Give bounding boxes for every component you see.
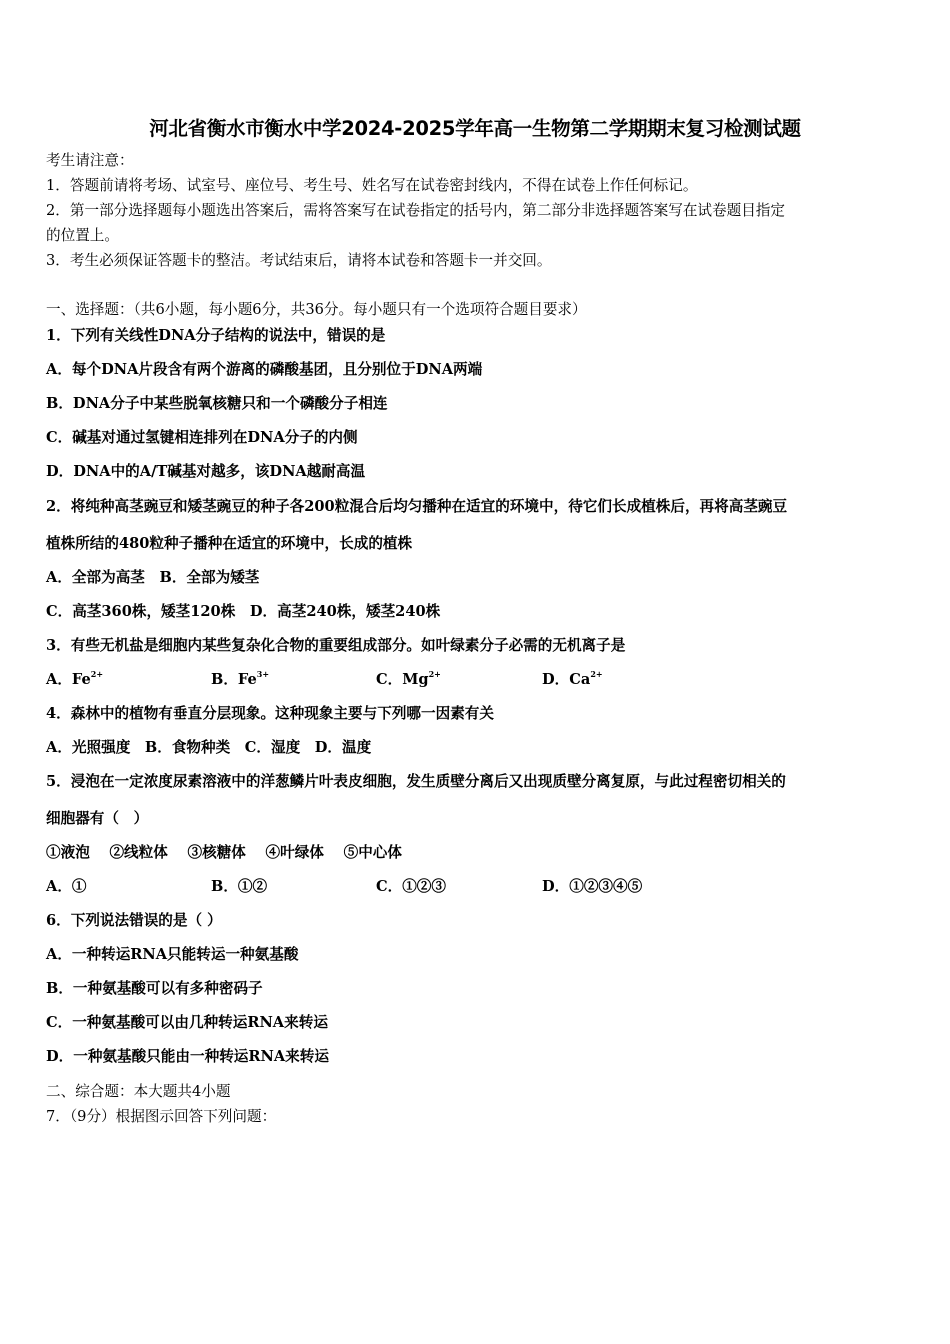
question-5-stem-cont: 细胞器有（ ） xyxy=(46,810,149,827)
question-5-option-b: B．①② xyxy=(211,878,268,895)
question-3-option-a: A．$Fe^{2+}$ xyxy=(46,669,104,688)
notice-heading: 考生请注意： xyxy=(46,152,134,169)
question-2-stem: 2．将纯种高茎豌豆和矮茎豌豆的种子各200粒混合后均匀播种在适宜的环境中，待它们长成植株后，再将高茎豌豆 xyxy=(46,498,788,515)
notice-item-3: 3．考生必须保证答题卡的整洁。考试结束后，请将本试卷和答题卡一并交回。 xyxy=(46,252,552,269)
question-3-stem: 3．有些无机盐是细胞内某些复杂化合物的重要组成部分。如叶绿素分子必需的无机离子是 xyxy=(46,637,626,654)
question-1-option-c: C．碱基对通过氢键相连排列在DNA分子的内侧 xyxy=(46,429,358,446)
question-4-options: A．光照强度 B．食物种类 C．湿度 D．温度 xyxy=(46,739,372,756)
question-6-option-d: D．一种氨基酸只能由一种转运RNA来转运 xyxy=(46,1048,329,1065)
question-6-option-b: B．一种氨基酸可以有多种密码子 xyxy=(46,980,263,997)
question-5-option-d: D．①②③④⑤ xyxy=(542,878,643,895)
question-3-option-b: B．$Fe^{3+}$ xyxy=(211,669,270,688)
question-5-option-c: C．①②③ xyxy=(376,878,446,895)
question-6-stem: 6．下列说法错误的是（ ） xyxy=(46,912,222,929)
section-2-heading: 二、综合题：本大题共4小题 xyxy=(46,1083,231,1100)
question-3-option-d: D．$Ca^{2+}$ xyxy=(542,669,603,688)
section-1-heading: 一、选择题：（共6小题，每小题6分，共36分。每小题只有一个选项符合题目要求） xyxy=(46,301,587,318)
question-1-option-a: A．每个DNA片段含有两个游离的磷酸基团，且分别位于DNA两端 xyxy=(46,361,483,378)
question-3-options xyxy=(46,670,906,690)
question-6-option-c: C．一种氨基酸可以由几种转运RNA来转运 xyxy=(46,1014,328,1031)
question-6-option-a: A．一种转运RNA只能转运一种氨基酸 xyxy=(46,946,299,963)
page-title: 河北省衡水市衡水中学2024-2025学年高一生物第二学期期末复习检测试题 xyxy=(149,117,801,140)
question-3-option-c: C．$Mg^{2+}$ xyxy=(376,669,441,688)
question-5-options xyxy=(46,877,906,897)
question-1-stem: 1．下列有关线性DNA分子结构的说法中，错误的是 xyxy=(46,327,386,344)
question-5-items: ①液泡 ②线粒体 ③核糖体 ④叶绿体 ⑤中心体 xyxy=(46,844,402,861)
question-2-options-ab: A．全部为高茎 B．全部为矮茎 xyxy=(46,569,260,586)
question-1-option-b: B．DNA分子中某些脱氧核糖只和一个磷酸分子相连 xyxy=(46,395,388,412)
question-2-options-cd: C．高茎360株，矮茎120株 D．高茎240株，矮茎240株 xyxy=(46,603,441,620)
notice-item-1: 1．答题前请将考场、试室号、座位号、考生号、姓名写在试卷密封线内，不得在试卷上作任何标记。 xyxy=(46,177,698,194)
question-2-stem-cont: 植株所结的480粒种子播种在适宜的环境中，长成的植株 xyxy=(46,535,413,552)
question-4-stem: 4．森林中的植物有垂直分层现象。这种现象主要与下列哪一因素有关 xyxy=(46,705,494,722)
question-5-stem: 5．浸泡在一定浓度尿素溶液中的洋葱鳞片叶表皮细胞，发生质壁分离后又出现质壁分离复原，与此过程密切相关的 xyxy=(46,773,786,790)
notice-item-2-cont: 的位置上。 xyxy=(46,227,119,244)
notice-item-2: 2．第一部分选择题每小题选出答案后，需将答案写在试卷指定的括号内，第二部分非选择题答案写在试卷题目指定 xyxy=(46,202,785,219)
question-7-stem: 7．（9分）根据图示回答下列问题： xyxy=(46,1108,277,1125)
question-1-option-d: D．DNA中的A/T碱基对越多，该DNA越耐高温 xyxy=(46,463,366,480)
question-5-option-a: A．① xyxy=(46,878,87,895)
